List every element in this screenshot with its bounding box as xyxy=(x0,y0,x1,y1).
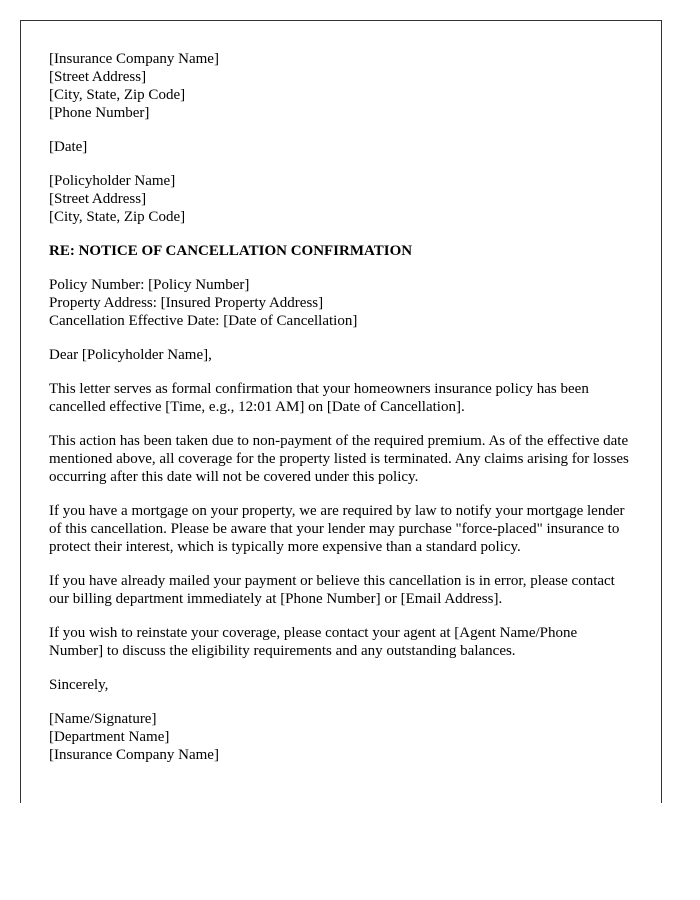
recipient-street: [Street Address] xyxy=(49,191,147,207)
signature-company: [Insurance Company Name] xyxy=(49,747,219,763)
signature-block xyxy=(49,710,632,764)
sender-phone: [Phone Number] xyxy=(49,105,150,121)
signature-name: [Name/Signature] xyxy=(49,711,157,727)
recipient-city: [City, State, Zip Code] xyxy=(49,209,186,225)
sender-city: [City, State, Zip Code] xyxy=(49,87,186,103)
sender-company: [Insurance Company Name] xyxy=(49,51,219,67)
body-paragraph: If you have already mailed your payment or believe this cancellation is in error, please contact our billing department immediately at [Phone Number] or [Email Address]. xyxy=(49,573,615,607)
recipient-name: [Policyholder Name] xyxy=(49,173,176,189)
body-paragraph: This action has been taken due to non-payment of the required premium. As of the effective date mentioned above, all coverage for the property listed is terminated. Any claims arising for losses occurring after this date will not be covered under this policy. xyxy=(49,433,629,485)
salutation: Dear [Policyholder Name], xyxy=(49,347,212,363)
body-paragraph: This letter serves as formal confirmation that your homeowners insurance policy has been cancelled effective [Time, e.g., 12:01 AM] on [Date of Cancellation]. xyxy=(49,381,589,415)
property-address: Property Address: [Insured Property Address] xyxy=(49,295,324,311)
policy-number: Policy Number: [Policy Number] xyxy=(49,277,250,293)
sender-street: [Street Address] xyxy=(49,69,147,85)
letter-date: [Date] xyxy=(49,139,88,155)
sender-address xyxy=(49,50,632,122)
body-paragraph: If you have a mortgage on your property, we are required by law to notify your mortgage lender of this cancellation. Please be aware that your lender may purchase "force-placed" insurance to protect their interest, which is typically more expensive than a standard policy. xyxy=(49,503,625,555)
recipient-address xyxy=(49,172,632,226)
letter-page xyxy=(20,20,662,803)
signature-department: [Department Name] xyxy=(49,729,170,745)
closing: Sincerely, xyxy=(49,677,109,693)
subject-line: RE: NOTICE OF CANCELLATION CONFIRMATION xyxy=(49,243,413,259)
policy-info xyxy=(49,276,632,330)
cancellation-date: Cancellation Effective Date: [Date of Cancellation] xyxy=(49,313,358,329)
body-paragraph: If you wish to reinstate your coverage, please contact your agent at [Agent Name/Phone Number] to discuss the eligibility requirements and any outstanding balances. xyxy=(49,625,578,659)
